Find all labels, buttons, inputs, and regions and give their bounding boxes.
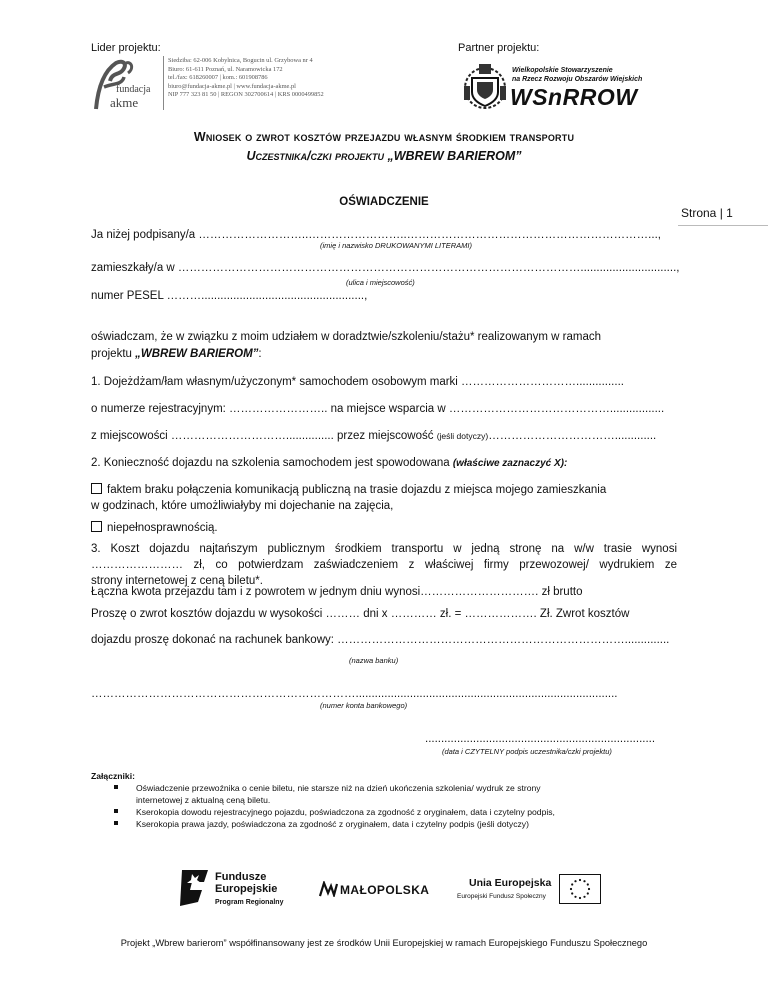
- attachment-text-cont: internetowej z aktualną ceną biletu.: [136, 795, 271, 805]
- refund-field[interactable]: Proszę o zwrot kosztów dojazdu w wysokości ……… dni x ………… zł. = ………………. Zł. Zwrot kosztów: [91, 608, 630, 620]
- wsnrrow-line1: Wielkopolskie Stowarzyszenie: [512, 67, 613, 74]
- origin-text: z miejscowości …………………………............... przez miejscowość: [91, 430, 437, 442]
- bullet-icon: [114, 821, 118, 825]
- akme-word-akme: akme: [110, 95, 139, 110]
- akme-info-line: tel./fax: 618260007 | kom.: 601908786: [168, 74, 268, 82]
- origin-note: (jeśli dotyczy): [436, 431, 489, 441]
- account-caption: (numer konta bankowego): [320, 701, 408, 710]
- project-name: „WBREW BARIEROM”: [135, 348, 259, 360]
- cost-line1: 3. Koszt dojazdu najtańszym publicznym środkiem transportu w jedną stronę na w/w trasie wynosi: [91, 543, 677, 555]
- declaration-colon: :: [258, 348, 262, 360]
- eu-star-icon: [570, 888, 572, 890]
- akme-info: [168, 57, 368, 100]
- akme-info-line: biuro@fundacja-akme.pl | www.fundacja-akme.pl: [168, 82, 296, 90]
- signature-field[interactable]: ........................................................................: [425, 733, 656, 745]
- account-number-field[interactable]: ……………………………………………………………..................................................................................: [91, 688, 618, 700]
- eu-star-icon: [583, 880, 585, 882]
- car-make-field[interactable]: 1. Dojeżdżam/łam własnym/użyczonym* samochodem osobowym marki …………………………...............: [91, 376, 624, 388]
- total-field[interactable]: Łączna kwota przejazdu tam i z powrotem w jednym dniu wynosi…………………………. zł brutto: [91, 586, 583, 598]
- pesel-field[interactable]: numer PESEL ………...................................................,: [91, 290, 368, 302]
- bank-account-field[interactable]: dojazdu proszę dokonać na rachunek bankowy: …………………………………………………………………..............: [91, 634, 670, 646]
- akme-info-line: NIP 777 323 81 50 | REGON 302700614 | KRS 0000499852: [168, 91, 324, 99]
- eu-fund-text: Europejski Fundusz Społeczny: [457, 893, 546, 900]
- reason-line: [91, 455, 567, 472]
- checkbox-no-transport[interactable]: [91, 483, 102, 494]
- malopolska-icon: [319, 881, 339, 897]
- attachments-label: Załączniki:: [91, 771, 135, 781]
- wsnrrow-crest-icon: [462, 60, 508, 110]
- fe-line1: Fundusze: [215, 871, 267, 883]
- reason-text: 2. Konieczność dojazdu na szkolenia samochodem jest spowodowana: [91, 457, 453, 469]
- name-field[interactable]: Ja niżej podpisany/a ………………………..……………………..………………………………………………………...,: [91, 229, 661, 241]
- eu-star-icon: [587, 883, 589, 885]
- eu-star-icon: [583, 896, 585, 898]
- akme-info-line: Siedziba: 62-006 Kobylnica, Bogucin ul. Grzybowa nr 4: [168, 57, 313, 64]
- fe-program: Program Regionalny: [215, 899, 284, 906]
- eu-text: Unia Europejska: [469, 877, 552, 889]
- eu-star-icon: [571, 892, 573, 894]
- origin-field[interactable]: [91, 428, 656, 444]
- signature-caption: (data i CZYTELNY podpis uczestnika/czki projektu): [442, 747, 612, 756]
- attachment-text: Oświadczenie przewoźnika o cenie biletu, nie starsze niż na dzień ukończenia szkolenia/ wydruk ze strony: [136, 783, 541, 793]
- fundusze-europejskie-icon: [178, 868, 212, 908]
- footer-text: Projekt „Wbrew barierom” współfinansowany jest ze środków Unii Europejskiej w ramach Europejskiego Funduszu Społecznego: [120, 938, 648, 948]
- name-caption: (imię i nazwisko DRUKOWANYMI LITERAMI): [320, 241, 472, 250]
- option-disability[interactable]: [91, 520, 218, 536]
- lead-label: Lider projektu:: [91, 42, 161, 54]
- wsnrrow-abbr: WSnRROW: [510, 84, 638, 110]
- akme-word-fundacja: fundacja: [116, 84, 151, 95]
- declaration-text: projektu: [91, 348, 136, 360]
- registration-field[interactable]: o numerze rejestracyjnym: …………………….. na miejsce wsparcia w …………………………………….................: [91, 403, 665, 415]
- cost-line2[interactable]: …………………… zł, co potwierdzam zaświadczeniem z właściwej firmy przewozowej/ wydrukiem ze: [91, 559, 677, 571]
- wsnrrow-line2: na Rzecz Rozwoju Obszarów Wiejskich: [512, 76, 643, 83]
- eu-star-icon: [574, 880, 576, 882]
- checkbox-disability[interactable]: [91, 521, 102, 532]
- via-dots: …………………………….............: [488, 430, 657, 442]
- attachment-item: [114, 806, 684, 818]
- declaration-line2: [91, 346, 262, 362]
- attachment-item: [114, 818, 684, 830]
- section-heading: OŚWIADCZENIE: [339, 196, 429, 208]
- bullet-icon: [114, 785, 118, 789]
- cost-line3: strony internetowej z ceną biletu*.: [91, 575, 263, 587]
- option-no-transport-text: faktem braku połączenia komunikacją publiczną na trasie dojazdu z miejsca mojego zamieszkania: [107, 484, 607, 496]
- bank-caption: (nazwa banku): [349, 656, 399, 665]
- declaration-line1: oświadczam, że w związku z moim udziałem w doradztwie/szkoleniu/stażu* realizowanym w ramach: [91, 331, 602, 343]
- fe-text: [215, 871, 277, 895]
- option-no-transport-line2: w godzinach, które umożliwiałyby mi dojechanie na zajęcia,: [91, 500, 394, 512]
- attachment-text: Kserokopia prawa jazdy, poświadczona za zgodność z oryginałem, data i czytelny podpis (jeśli dotyczy): [136, 819, 529, 829]
- eu-star-icon: [579, 897, 581, 899]
- address-field[interactable]: zamieszkały/a w ……………………………………………………………………………………………..............................,: [91, 262, 680, 274]
- attachments-list: [114, 782, 684, 830]
- attachment-text: Kserokopia dowodu rejestracyjnego pojazdu, poświadczona za zgodność z oryginałem, data i czytelny podpis,: [136, 807, 555, 817]
- attachment-item: [114, 782, 684, 794]
- bullet-icon: [114, 809, 118, 813]
- option-no-transport[interactable]: [91, 482, 606, 498]
- eu-star-icon: [579, 879, 581, 881]
- eu-star-icon: [587, 892, 589, 894]
- cost-paragraph: [91, 541, 677, 589]
- malopolska-text: MAŁOPOLSKA: [340, 883, 430, 897]
- eu-star-icon: [574, 896, 576, 898]
- address-caption: (ulica i miejscowość): [346, 278, 415, 287]
- form-title: Wniosek o zwrot kosztów przejazdu własnym środkiem transportu: [193, 130, 575, 144]
- page-number: Strona | 1: [681, 206, 733, 220]
- eu-flag-icon: [559, 874, 601, 904]
- form-subtitle: Uczestnika/czki projektu „WBREW BARIEROM”: [246, 149, 522, 163]
- wsnrrow-name: [512, 66, 642, 84]
- akme-divider: [163, 56, 164, 110]
- fe-line2: Europejskie: [215, 883, 278, 895]
- page-number-rule: [678, 225, 768, 226]
- option-disability-text: niepełnosprawnością.: [107, 522, 218, 534]
- eu-star-icon: [571, 883, 573, 885]
- akme-info-line: Biuro: 61-611 Poznań, ul. Naramowicka 172: [168, 65, 283, 73]
- akme-logo: [88, 57, 160, 113]
- partner-label: Partner projektu:: [458, 42, 540, 54]
- eu-star-icon: [588, 888, 590, 890]
- reason-note: (właściwe zaznaczyć X):: [452, 458, 568, 469]
